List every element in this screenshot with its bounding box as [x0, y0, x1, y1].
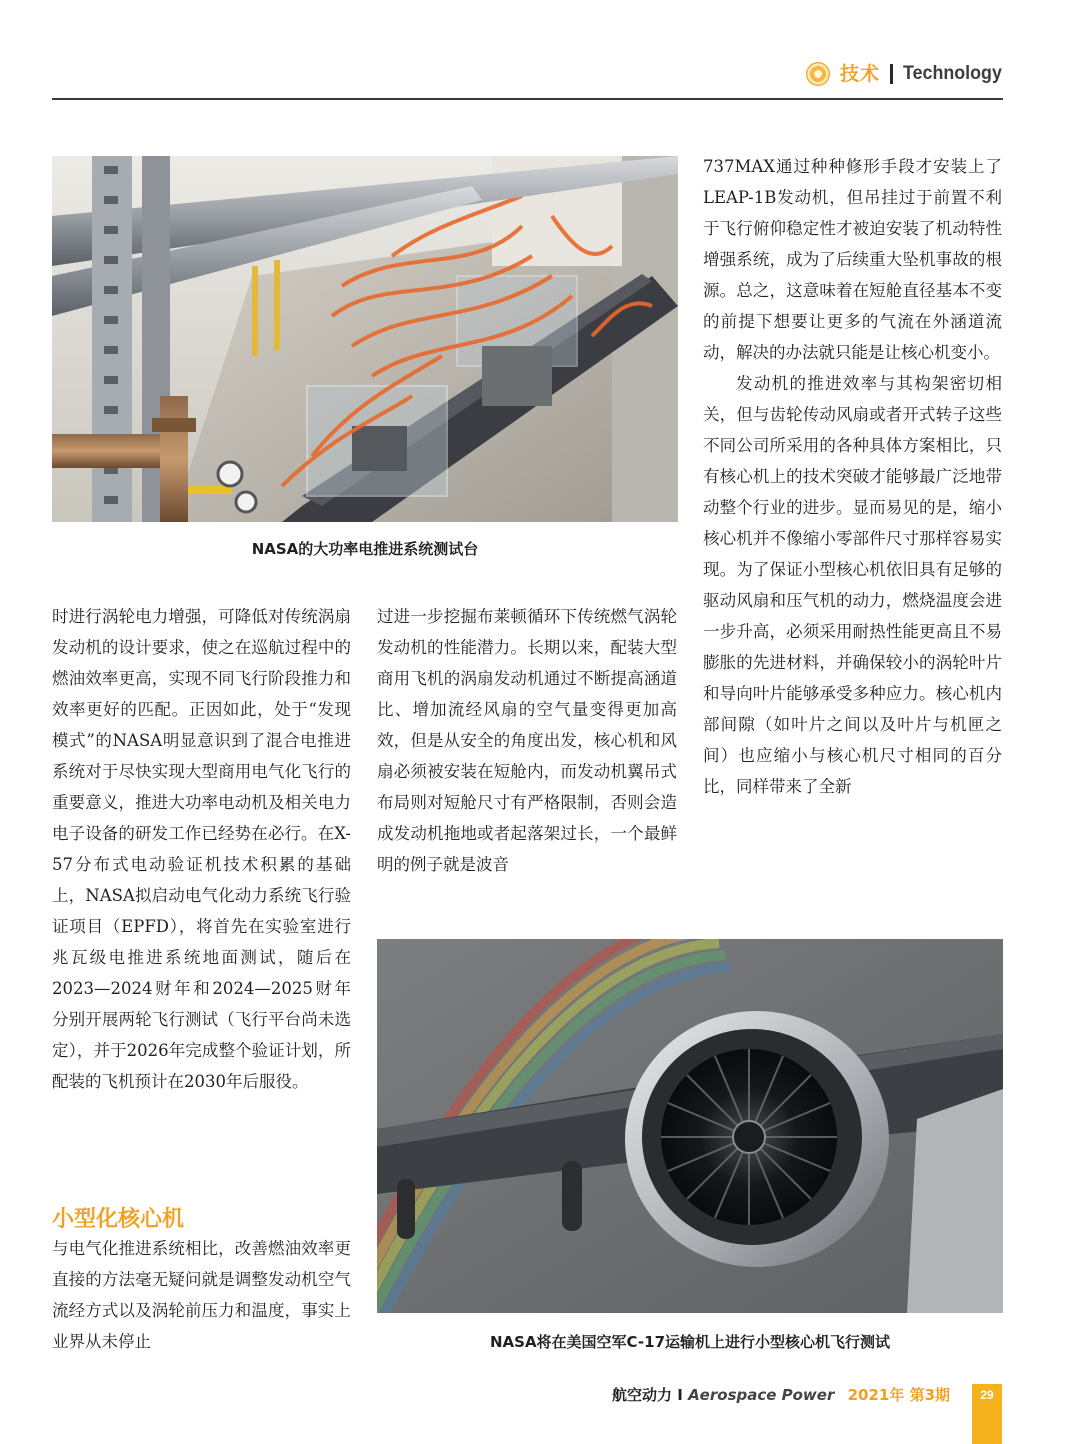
figure2-caption: NASA将在美国空军C-17运输机上进行小型核心机飞行测试: [489, 1333, 891, 1351]
footer-masthead: [612, 1384, 950, 1406]
figure1-caption: NASA的大功率电推进系统测试台: [251, 540, 479, 558]
section-label-en: Technology: [903, 63, 1002, 84]
footer-separator: I: [677, 1386, 683, 1404]
footer-issue: 2021年 第3期: [847, 1386, 951, 1404]
left-paragraph-2: 与电气化推进系统相比，改善燃油效率更直接的方法毫无疑问就是调整发动机空气流经方式以及涡轮前压力和温度，事实上业界从未停止: [52, 1239, 351, 1351]
middle-column: [377, 601, 677, 880]
section-badge-icon: [806, 62, 830, 86]
footer-magazine-cn: 航空动力: [612, 1386, 673, 1404]
header-rule: [52, 98, 1003, 100]
figure-test-rig-photo: [52, 156, 678, 522]
figure-c17-engine-photo: [377, 939, 1003, 1313]
right-paragraph-1: 737MAX通过种种修形手段才安装上了LEAP-1B发动机，但吊挂过于前置不利于飞行俯仰稳定性才被迫安装了机动特性增强系统，成为了后续重大坠机事故的根源。总之，这意味着在短舱直径基本不变的前提下想要让更多的气流在外涵道流动，解决的办法就只能是让核心机变小。: [703, 157, 1002, 362]
right-column: [703, 151, 1002, 802]
section-label-cn: 技术: [840, 63, 881, 85]
right-paragraph-2: 发动机的推进效率与其构架密切相关，但与齿轮传动风扇或者开式转子这些不同公司所采用的各种具体方案相比，只有核心机上的技术突破才能够最广泛地带动整个行业的进步。显而易见的是，缩小核心机并不像缩小零部件尺寸那样容易实现。为了保证小型核心机依旧具有足够的驱动风扇和压气机的动力，燃烧温度会进一步升高，必须采用耐热性能更高且不易膨胀的先进材料，并确保较小的涡轮叶片和导向叶片能够承受多种应力。核心机内部间隙（如叶片之间以及叶片与机匣之间）也应缩小与核心机尺寸相同的百分比，同样带来了全新: [703, 374, 1002, 796]
footer-magazine-en: Aerospace Power: [688, 1386, 835, 1404]
middle-paragraph-1: 过进一步挖掘布莱顿循环下传统燃气涡轮发动机的性能潜力。长期以来，配装大型商用飞机的涡扇发动机通过不断提高涵道比、增加流经风扇的空气量变得更加高效，但是从安全的角度出发，核心机和风扇必须被安装在短舱内，而发动机翼吊式布局则对短舱尺寸有严格限制，否则会造成发动机拖地或者起落架过长，一个最鲜明的例子就是波音: [377, 607, 677, 874]
left-column-continued: [52, 1233, 351, 1357]
section-heading: 小型化核心机: [52, 1207, 185, 1232]
page-number: 29: [980, 1388, 994, 1402]
left-paragraph-1: 时进行涡轮电力增强，可降低对传统涡扇发动机的设计要求，使之在巡航过程中的燃油效率更高，实现不同飞行阶段推力和效率更好的匹配。正因如此，处于“发现模式”的NASA明显意识到了混合电推进系统对于尽快实现大型商用电气化飞行的重要意义，推进大功率电动机及相关电力电子设备的研发工作已经势在必行。在X-57分布式电动验证机技术积累的基础上，NASA拟启动电气化动力系统飞行验证项目（EPFD），将首先在实验室进行兆瓦级电推进系统地面测试，随后在2023—2024财年和2024—2025财年分别开展两轮飞行测试（飞行平台尚未选定），并于2026年完成整个验证计划，所配装的飞机预计在2030年后服役。: [52, 607, 351, 1091]
header-separator: [890, 64, 893, 84]
left-column: [52, 601, 351, 1097]
